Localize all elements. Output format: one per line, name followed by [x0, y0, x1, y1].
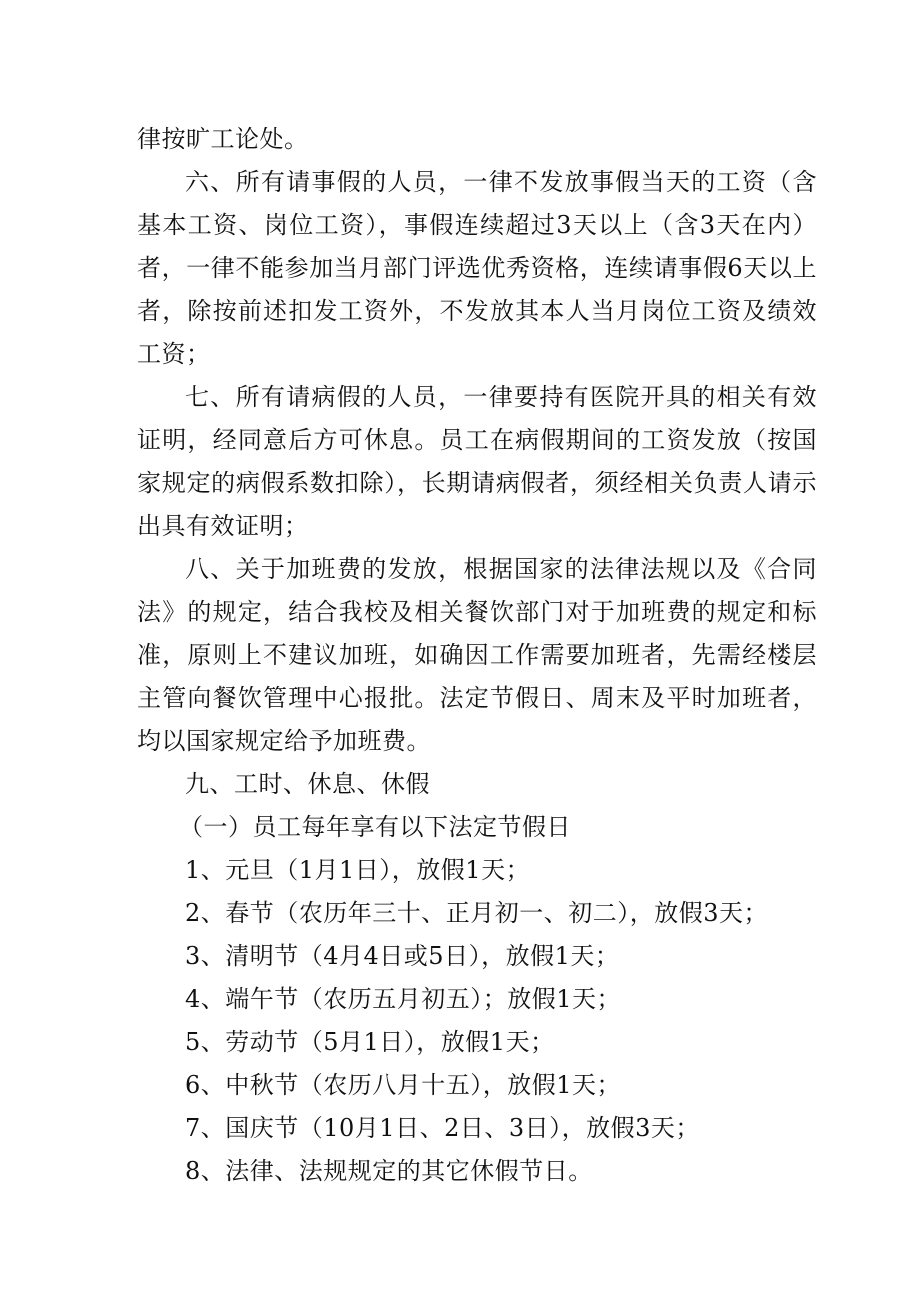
subheading-statutory-holidays: （一）员工每年享有以下法定节假日: [179, 813, 571, 841]
holiday-item-labor-day: 5、劳动节（5月1日），放假1天；: [185, 1028, 555, 1056]
paragraph-overtime-pay: 八、关于加班费的发放，根据国家的法律法规以及《合同法》的规定，结合我校及相关餐饮部门对于加班费的规定和标准，原则上不建议加班，如确因工作需要加班者，先需经楼层主管向餐饮管理中心报批。法定节假日、周末及平时加班者，均以国家规定给予加班费。: [137, 555, 817, 755]
section-heading-working-hours: 九、工时、休息、休假: [185, 770, 430, 798]
document-body: [137, 118, 817, 1193]
holiday-item-other-legal: 8、法律、法规规定的其它休假节日。: [185, 1157, 593, 1185]
paragraph-sick-leave: 七、所有请病假的人员，一律要持有医院开具的相关有效证明，经同意后方可休息。员工在病假期间的工资发放（按国家规定的病假系数扣除），长期请病假者，须经相关负责人请示出具有效证明；: [137, 383, 817, 540]
holiday-item-dragon-boat: 4、端午节（农历五月初五）；放假1天；: [185, 985, 622, 1013]
holiday-item-new-year: 1、元旦（1月1日），放假1天；: [185, 856, 531, 884]
paragraph-continuation: 律按旷工论处。: [137, 125, 309, 153]
holiday-item-mid-autumn: 6、中秋节（农历八月十五），放假1天；: [185, 1071, 622, 1099]
paragraph-personal-leave: 六、所有请事假的人员，一律不发放事假当天的工资（含基本工资、岗位工资），事假连续超过3天以上（含3天在内）者，一律不能参加当月部门评选优秀资格，连续请事假6天以上者，除按前述扣发工资外，不发放其本人当月岗位工资及绩效工资；: [137, 168, 817, 368]
holiday-item-national-day: 7、国庆节（10月1日、2日、3日），放假3天；: [185, 1114, 700, 1142]
holiday-item-spring-festival: 2、春节（农历年三十、正月初一、初二），放假3天；: [185, 899, 769, 927]
holiday-item-qingming: 3、清明节（4月4日或5日），放假1天；: [185, 942, 620, 970]
